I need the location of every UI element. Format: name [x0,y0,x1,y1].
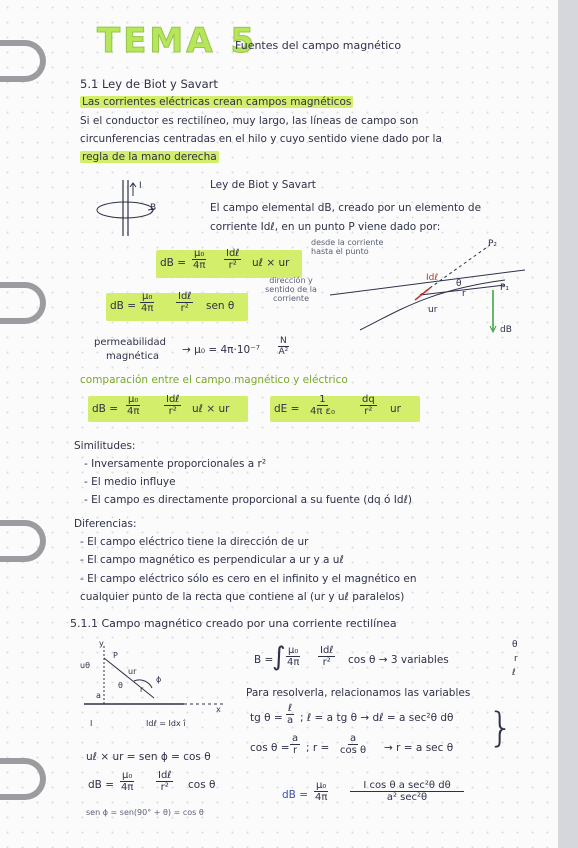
axis-label: x [216,705,221,714]
text-line: Si el conductor es rectilíneo, muy largo, las líneas de campo son [80,115,419,127]
eq-tail: uℓ × ur [192,403,230,415]
fraction: $\frac{\text{μ₀}}{4\pi}$ [120,770,134,793]
point-label: P [113,651,118,660]
eq-tail: cos θ → 3 variables [348,654,449,666]
theta-label: θ [456,279,462,289]
perm-eq: → μ₀ = 4π·10⁻⁷ [182,344,260,356]
eq-lhs: tg θ = [250,712,283,724]
list-item: - El medio influye [84,476,176,488]
list-item: - El campo magnético es perpendicular a ur y a uℓ [80,554,344,566]
current-label: I [90,719,93,728]
r-label: r [140,685,144,694]
unit-label: uθ [80,661,90,670]
similarities-title: Similitudes: [74,440,136,452]
fraction: $\frac{\text{μ₀}}{4\pi}$ [192,248,206,271]
fraction: $\frac{\text{μ₀}}{4\pi}$ [126,394,140,417]
phi-label: ϕ [156,675,162,684]
fraction: $\frac{1}{\text{4π ε₀}}$ [310,394,335,417]
eq-tail: ur [390,403,401,415]
eq-lhs: dB = [110,300,137,312]
fraction: $\frac{dq}{\text{r²}}$ [362,394,375,417]
law-text: corriente Idℓ, en un punto P viene dado por: [210,221,441,233]
eq-tail: → r = a sec θ [384,742,454,754]
point-label: P₁ [500,283,510,293]
eq-lhs: dB = [282,789,309,801]
annotation: sen ϕ = sen(90° + θ) = cos θ [86,808,204,817]
text-line: circunferencias centradas en el hilo y cuyo sentido viene dado por la [80,133,442,145]
eq-tail: uℓ × ur [252,257,290,269]
eq-lhs: dE = [274,403,300,415]
r-label: r [462,289,466,299]
section-heading: 5.1.1 Campo magnético creado por una corriente rectilínea [70,617,397,630]
perm-label: magnética [106,351,160,362]
fraction: Idℓ r² [178,291,192,314]
integral-sign: ∫ [272,642,286,672]
list-item: - El campo eléctrico tiene la dirección de ur [80,536,309,548]
eq-lhs: B = [254,654,274,666]
comparison-title: comparación entre el campo magnético y eléctrico [80,374,348,386]
brace: } [488,705,514,751]
theta-label: θ [118,681,123,690]
current-label: I [139,181,142,191]
eq-lhs: dB = [88,779,115,791]
element-label: Idℓ [426,273,439,283]
rectilinear-current-diagram [74,636,234,726]
point-label: P₂ [488,239,498,249]
fraction: Idℓ r² [226,248,240,271]
eq-lhs: dB = [92,403,119,415]
unit-label: ur [428,305,438,315]
list-item: - El campo eléctrico sólo es cero en el infinito y el magnético en [80,573,417,585]
text-line: regla de la mano derecha [82,151,217,163]
variable: θ [512,640,518,650]
variable: ℓ [512,668,516,678]
fraction: $\frac{a}{\text{cos θ}}$ [340,733,367,756]
annotation: dirección y sentido de la corriente [265,276,317,304]
annotation: desde la corriente hasta el punto [311,238,384,257]
eq-tail: cos θ [188,779,216,791]
fraction: I cos θ a sec²θ dθ a² sec²θ [350,780,464,803]
fraction: $\frac{a}{r}$ [292,733,299,756]
perm-label: permeabilidad [94,337,166,348]
fraction: $\frac{\text{μ₀}}{4\pi}$ [286,645,300,668]
differences-title: Diferencias: [74,518,137,530]
eq-line: uℓ × ur = sen ϕ = cos θ [86,751,211,763]
page-subtitle: Fuentes del campo magnético [235,39,402,52]
field-label: B [150,203,157,213]
law-title: Ley de Biot y Savart [210,179,316,191]
list-item: cualquier punto de la recta que contiene al (ur y uℓ paralelos) [80,591,405,603]
eq-tail: ; ℓ = a tg θ → dℓ = a sec²θ dθ [300,712,454,724]
fraction: $\frac{\text{μ₀}}{4\pi}$ [314,780,328,803]
page-title: TEMA 5 [97,21,258,61]
section-heading: 5.1 Ley de Biot y Savart [80,77,218,91]
eq-mid: ; r = [306,742,330,754]
eq-lhs: dB = [160,257,187,269]
fraction: ℓ a [287,703,294,726]
fraction: Idℓ r² [320,645,334,668]
page-edge [558,0,578,848]
variable: r [514,654,518,664]
unit-label: ur [128,667,137,676]
list-item: - El campo es directamente proporcional a su fuente (dq ó Idℓ) [84,494,413,506]
fraction: Idℓ r² [158,770,172,793]
axis-label: y [99,639,104,648]
text-line: Las corrientes eléctricas crean campos magnéticos [82,96,352,108]
eq-tail: sen θ [206,300,235,312]
list-item: - Inversamente proporcionales a r² [84,458,267,470]
law-text: El campo elemental dB, creado por un elemento de [210,202,482,214]
text-line: Para resolverla, relacionamos las variables [246,687,471,699]
fraction: $\frac{N}{\text{A²}}$ [278,336,289,357]
fraction: Idℓ r² [166,394,180,417]
a-label: a [96,691,101,700]
db-label: dB [500,325,512,335]
fraction: $\frac{\text{μ₀}}{4\pi}$ [140,291,154,314]
element-label: Idℓ = Idx î [146,719,186,728]
eq-lhs: cos θ = [250,742,290,754]
